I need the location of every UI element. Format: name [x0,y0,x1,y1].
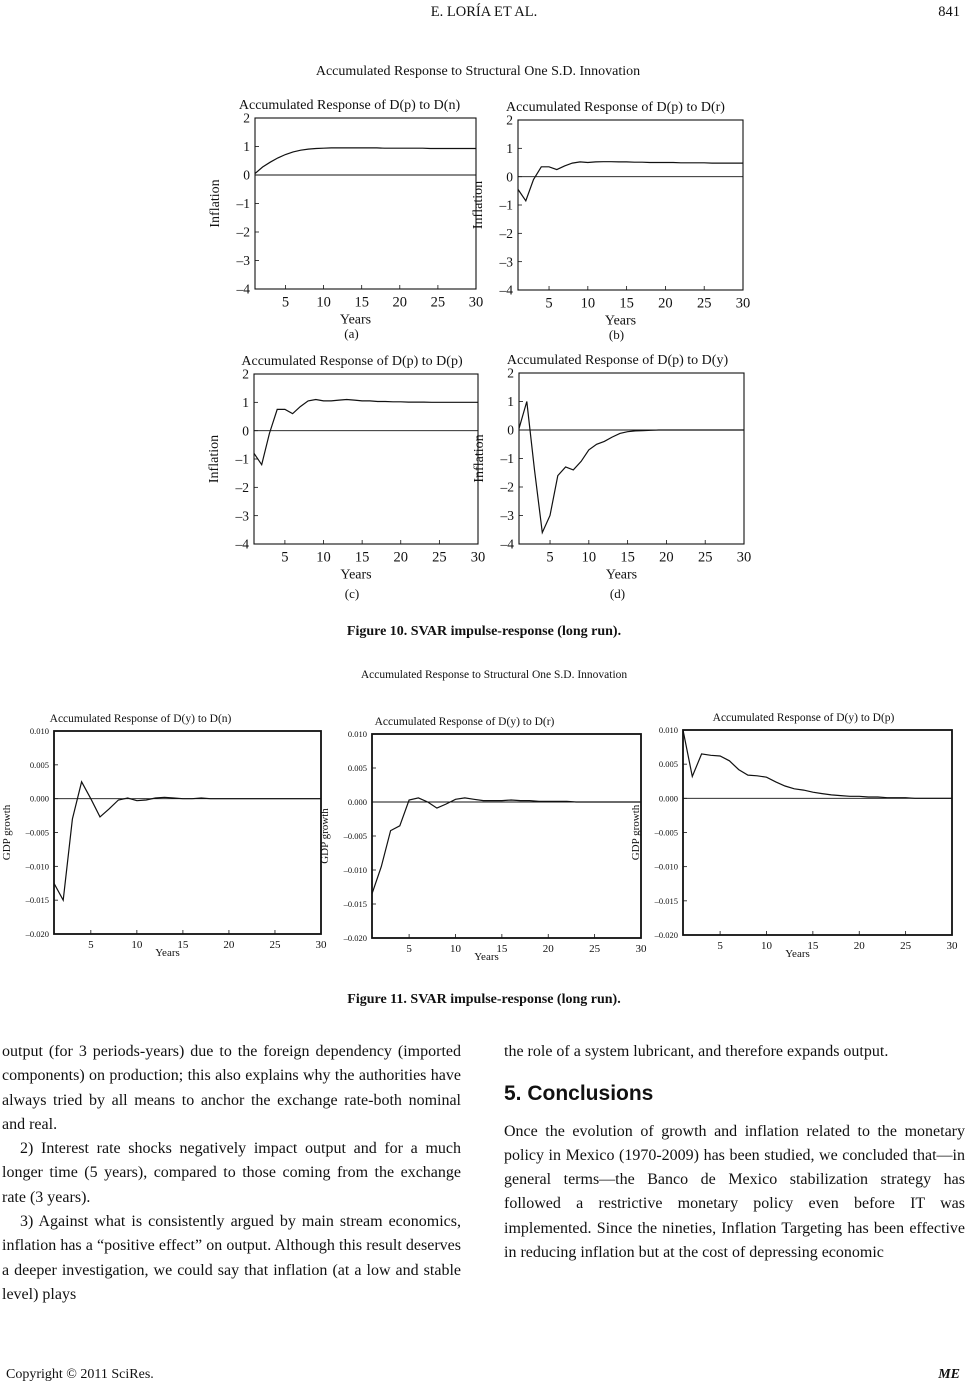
x-axis-label: Years [155,947,180,959]
x-tick-label: 15 [620,549,635,566]
panel-title: Accumulated Response of D(y) to D(n) [49,713,232,725]
x-tick-label: 5 [88,939,94,951]
y-tick-label: –3 [235,508,249,524]
x-tick-label: 25 [697,549,713,566]
x-tick-label: 25 [269,939,281,951]
paragraph: 3) Against what is consistently argued by main stream economics, inflation has a “positive effect” on output. Although this result deserves a deeper investigation, we could say that inflation (at a low and stable level) plays [2,1213,461,1303]
y-tick-label: –0.015 [343,898,367,909]
y-tick-label: –1 [235,451,249,467]
y-tick-label: –0.020 [654,929,678,940]
paragraph: 2) Interest rate shocks negatively impact output and for a much longer time (5 years), compared to those coming from the exchange rate (3 years). [2,1140,461,1206]
plot-frame [683,730,952,935]
panel-letter: (d) [609,586,626,601]
x-tick-label: 25 [432,549,447,566]
figure-super-title: Accumulated Response to Structural One S.D. Innovation [360,669,628,681]
y-tick-label: 2 [243,110,250,126]
x-axis-label: Years [474,951,499,963]
page-number: 841 [938,4,960,20]
figure-11-svg [0,664,966,980]
x-tick-label: 15 [619,295,634,312]
x-tick-label: 20 [853,940,865,952]
x-tick-label: 25 [589,943,601,955]
y-tick-label: 1 [243,139,250,155]
x-tick-label: 5 [281,294,290,311]
x-tick-label: 30 [315,939,327,951]
x-axis-label: Years [785,948,810,960]
x-tick-label: 30 [946,940,958,952]
x-tick-label: 20 [542,943,554,955]
x-tick-label: 10 [316,549,331,566]
plot-frame [255,118,476,289]
plot-frame [518,120,743,290]
panel-title: Accumulated Response of D(p) to D(r) [506,100,725,115]
y-tick-label: –3 [499,254,513,270]
x-tick-label: 30 [635,943,647,955]
x-tick-label: 5 [717,940,723,952]
y-axis-label: GDP growth [319,808,331,864]
section-heading: 5. Conclusions [504,1082,654,1106]
response-line [683,730,952,798]
y-tick-label: 0 [243,167,250,183]
x-tick-label: 10 [580,295,596,312]
y-tick-label: –4 [235,536,249,552]
panel-title: Accumulated Response of D(p) to D(n) [238,98,461,113]
x-tick-label: 5 [406,943,412,955]
response-line [54,782,321,900]
y-tick-label: 0.005 [658,759,678,770]
x-tick-label: 25 [430,294,446,311]
figure-super-title: Accumulated Response to Structural One S.D. Innovation [315,64,641,79]
response-line [255,148,476,174]
y-axis-label: Inflation [472,434,487,483]
y-tick-label: –3 [236,253,250,269]
y-tick-label: –1 [500,451,514,467]
x-tick-label: 10 [449,943,461,955]
x-tick-label: 10 [316,294,331,311]
x-tick-label: 30 [470,549,486,566]
x-tick-label: 10 [581,549,597,566]
y-tick-label: 0.005 [29,759,49,770]
x-tick-label: 20 [658,295,673,312]
running-title: E. LORÍA ET AL. [430,4,538,20]
panel-title: Accumulated Response of D(y) to D(r) [374,716,555,728]
panel-letter: (c) [344,586,360,601]
y-tick-label: –0.010 [25,861,49,872]
y-tick-label: 0.010 [29,725,49,736]
plot-frame [372,734,641,938]
x-axis-label: Years [339,312,372,328]
y-tick-label: –4 [499,282,513,298]
response-line [372,798,641,894]
y-tick-label: 0.005 [347,762,367,773]
y-tick-label: –0.010 [654,861,678,872]
footer-copyright: Copyright © 2011 SciRes. [6,1367,154,1382]
y-tick-label: –2 [235,480,249,496]
y-tick-label: –1 [236,196,250,212]
y-axis-label: GDP growth [1,804,13,861]
right-column [504,1040,965,1265]
x-axis-label: Years [604,313,637,329]
y-tick-label: 0.010 [658,724,678,735]
y-axis-label: Inflation [207,434,222,484]
x-tick-label: 20 [659,549,674,566]
y-tick-label: –4 [500,536,514,552]
panel-title: Accumulated Response of D(p) to D(p) [241,354,463,369]
paragraph: the role of a system lubricant, and therefore expands output. [504,1043,889,1060]
paragraph: output (for 3 periods-years) due to the foreign dependency (imported components) on production; this also explains why the authorities have always tried by all means to anchor the exchange rate-both nominal and real. [2,1043,461,1133]
y-tick-label: –1 [499,197,513,213]
y-tick-label: –0.010 [343,864,367,875]
y-axis-label: Inflation [208,179,223,228]
x-tick-label: 20 [392,294,408,311]
panel-title: Accumulated Response of D(p) to D(y) [506,353,729,368]
y-tick-label: –0.015 [654,895,678,906]
y-tick-label: 0.000 [347,796,367,807]
paragraph: Once the evolution of growth and inflation related to the monetary policy in Mexico (1970-2009) has been studied, we concluded that—in general terms—the Banco de Mexico stabilization strategy has followed a restrictive monetary policy even before IT was implemented. Since the nineties, Inflation Targeting has been effective in reducing inflation but at the cost of depressing economic [504,1122,965,1262]
y-tick-label: –2 [499,226,513,242]
x-tick-label: 30 [468,294,484,311]
y-tick-label: 2 [507,365,514,381]
y-tick-label: –0.020 [25,928,49,939]
plot-frame [54,731,321,934]
y-tick-label: 1 [242,395,249,411]
y-tick-label: 2 [242,366,249,382]
y-tick-label: –0.015 [25,895,49,906]
x-tick-label: 15 [177,939,189,951]
x-tick-label: 5 [545,295,553,312]
x-axis-label: Years [340,567,372,583]
x-tick-label: 5 [546,549,554,566]
panel-letter: (a) [344,326,359,341]
plot-frame [519,373,744,544]
x-tick-label: 15 [354,294,369,311]
y-tick-label: –4 [236,281,250,297]
x-tick-label: 15 [807,940,819,952]
footer-journal: ME [938,1367,960,1382]
figure-10-caption: Figure 10. SVAR impulse-response (long run). [346,624,622,639]
y-tick-label: 1 [507,394,514,410]
left-column [2,1040,461,1307]
response-line [518,162,743,201]
figure-10 [206,58,760,610]
x-tick-label: 15 [354,549,370,566]
y-tick-label: 0 [242,423,249,439]
figure-10-svg [206,58,760,610]
y-tick-label: 0.000 [29,793,49,804]
panel-title: Accumulated Response of D(y) to D(p) [712,712,895,724]
y-axis-label: Inflation [471,180,486,230]
y-tick-label: 0 [506,169,513,185]
x-tick-label: 5 [281,549,289,566]
plot-frame [254,374,478,544]
x-tick-label: 25 [900,940,912,952]
y-tick-label: –0.005 [25,827,49,838]
x-tick-label: 30 [736,549,752,566]
response-line [254,400,478,465]
x-tick-label: 20 [223,939,235,951]
y-tick-label: 1 [506,141,513,157]
x-axis-label: Years [605,567,638,583]
y-tick-label: –3 [500,508,514,524]
x-tick-label: 25 [696,295,712,312]
y-tick-label: –0.005 [343,830,367,841]
figure-11 [0,664,966,980]
x-tick-label: 10 [131,939,143,951]
y-tick-label: –0.005 [654,827,678,838]
panel-letter: (b) [608,327,625,342]
y-tick-label: 2 [506,112,513,128]
y-tick-label: –0.020 [343,932,367,943]
response-line [519,402,744,533]
y-tick-label: –2 [236,224,250,240]
y-tick-label: 0 [507,422,514,438]
x-tick-label: 10 [760,940,772,952]
y-tick-label: –2 [500,479,514,495]
figure-11-caption: Figure 11. SVAR impulse-response (long run). [347,992,621,1007]
y-axis-label: GDP growth [630,804,642,861]
y-tick-label: 0.010 [347,728,367,739]
y-tick-label: 0.000 [658,793,678,804]
x-tick-label: 20 [393,549,409,566]
x-tick-label: 15 [496,943,508,955]
x-tick-label: 30 [735,295,751,312]
